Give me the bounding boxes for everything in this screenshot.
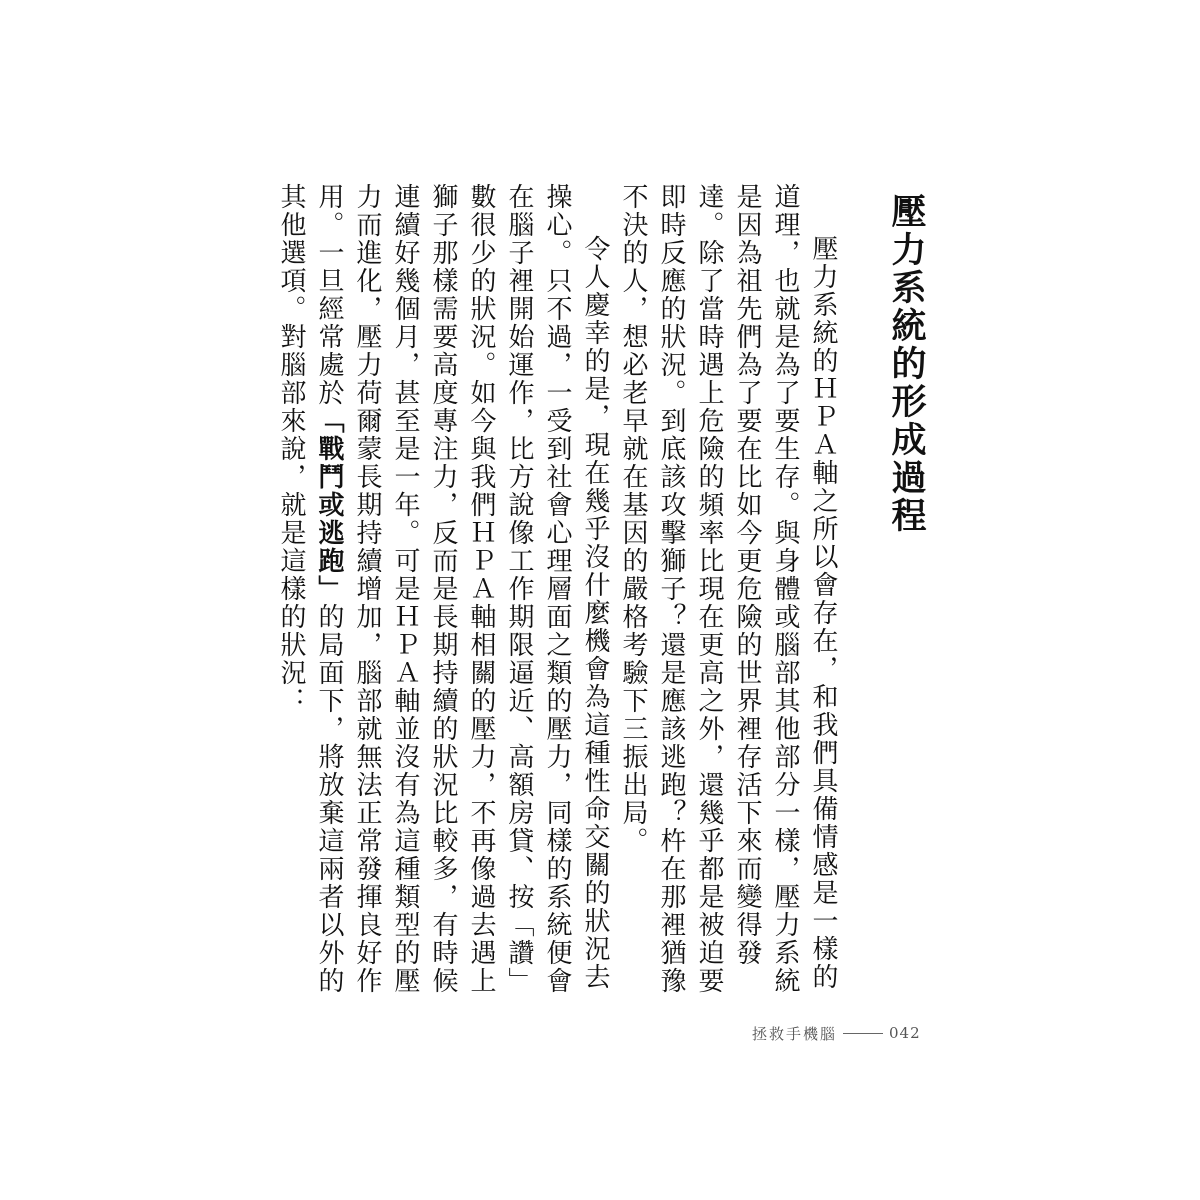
paragraph-2 xyxy=(272,183,614,1003)
paragraph-1 xyxy=(614,183,842,1003)
paragraph-2-text-b: 的局面下，將放棄這兩者以外的其他選項。對腦部來說，就是這樣的狀況： xyxy=(276,183,344,995)
paragraph-2-emphasis: 「戰鬥或逃跑」 xyxy=(314,407,344,603)
page-number: 042 xyxy=(889,1024,921,1042)
page-footer xyxy=(752,1018,922,1048)
vertical-text-block xyxy=(276,183,930,1003)
footer-divider xyxy=(843,1033,883,1034)
footer-book-title: 拯救手機腦 xyxy=(752,1024,838,1043)
paragraph-2-text-a: 令人慶幸的是，現在幾乎沒什麼機會為這種性命交關的狀況去操心。只不過，一受到社會心理層面之類的壓力，同樣的系統便會在腦子裡開始運作，比方說像工作期限逼近、高額房貸、按「讚」數很少的狀況。如今與我們ＨＰＡ軸相關的壓力，不再像過去遇上獅子那樣需要高度專注力，反而是長期持續的狀況比較多，有時候連續好幾個月，甚至是一年。可是ＨＰＡ軸並沒有為這種類型的壓力而進化，壓力荷爾蒙長期持續增加，腦部就無法正常發揮良好作用。一旦經常處於 xyxy=(314,183,610,995)
section-title: 壓力系統的形成過程 xyxy=(886,193,926,535)
paragraph-1-text: 壓力系統的ＨＰＡ軸之所以會存在，和我們具備情感是一樣的道理，也就是為了要生存。與身體或腦部其他部分一樣，壓力系統是因為祖先們為了要在比如今更危險的世界裡存活下來而變得發達。除了當時遇上危險的頻率比現在更高之外，還幾乎都是被迫要即時反應的狀況。到底該攻擊獅子？還是應該逃跑？杵在那裡猶豫不決的人，想必老早就在基因的嚴格考驗下三振出局。 xyxy=(618,183,838,995)
